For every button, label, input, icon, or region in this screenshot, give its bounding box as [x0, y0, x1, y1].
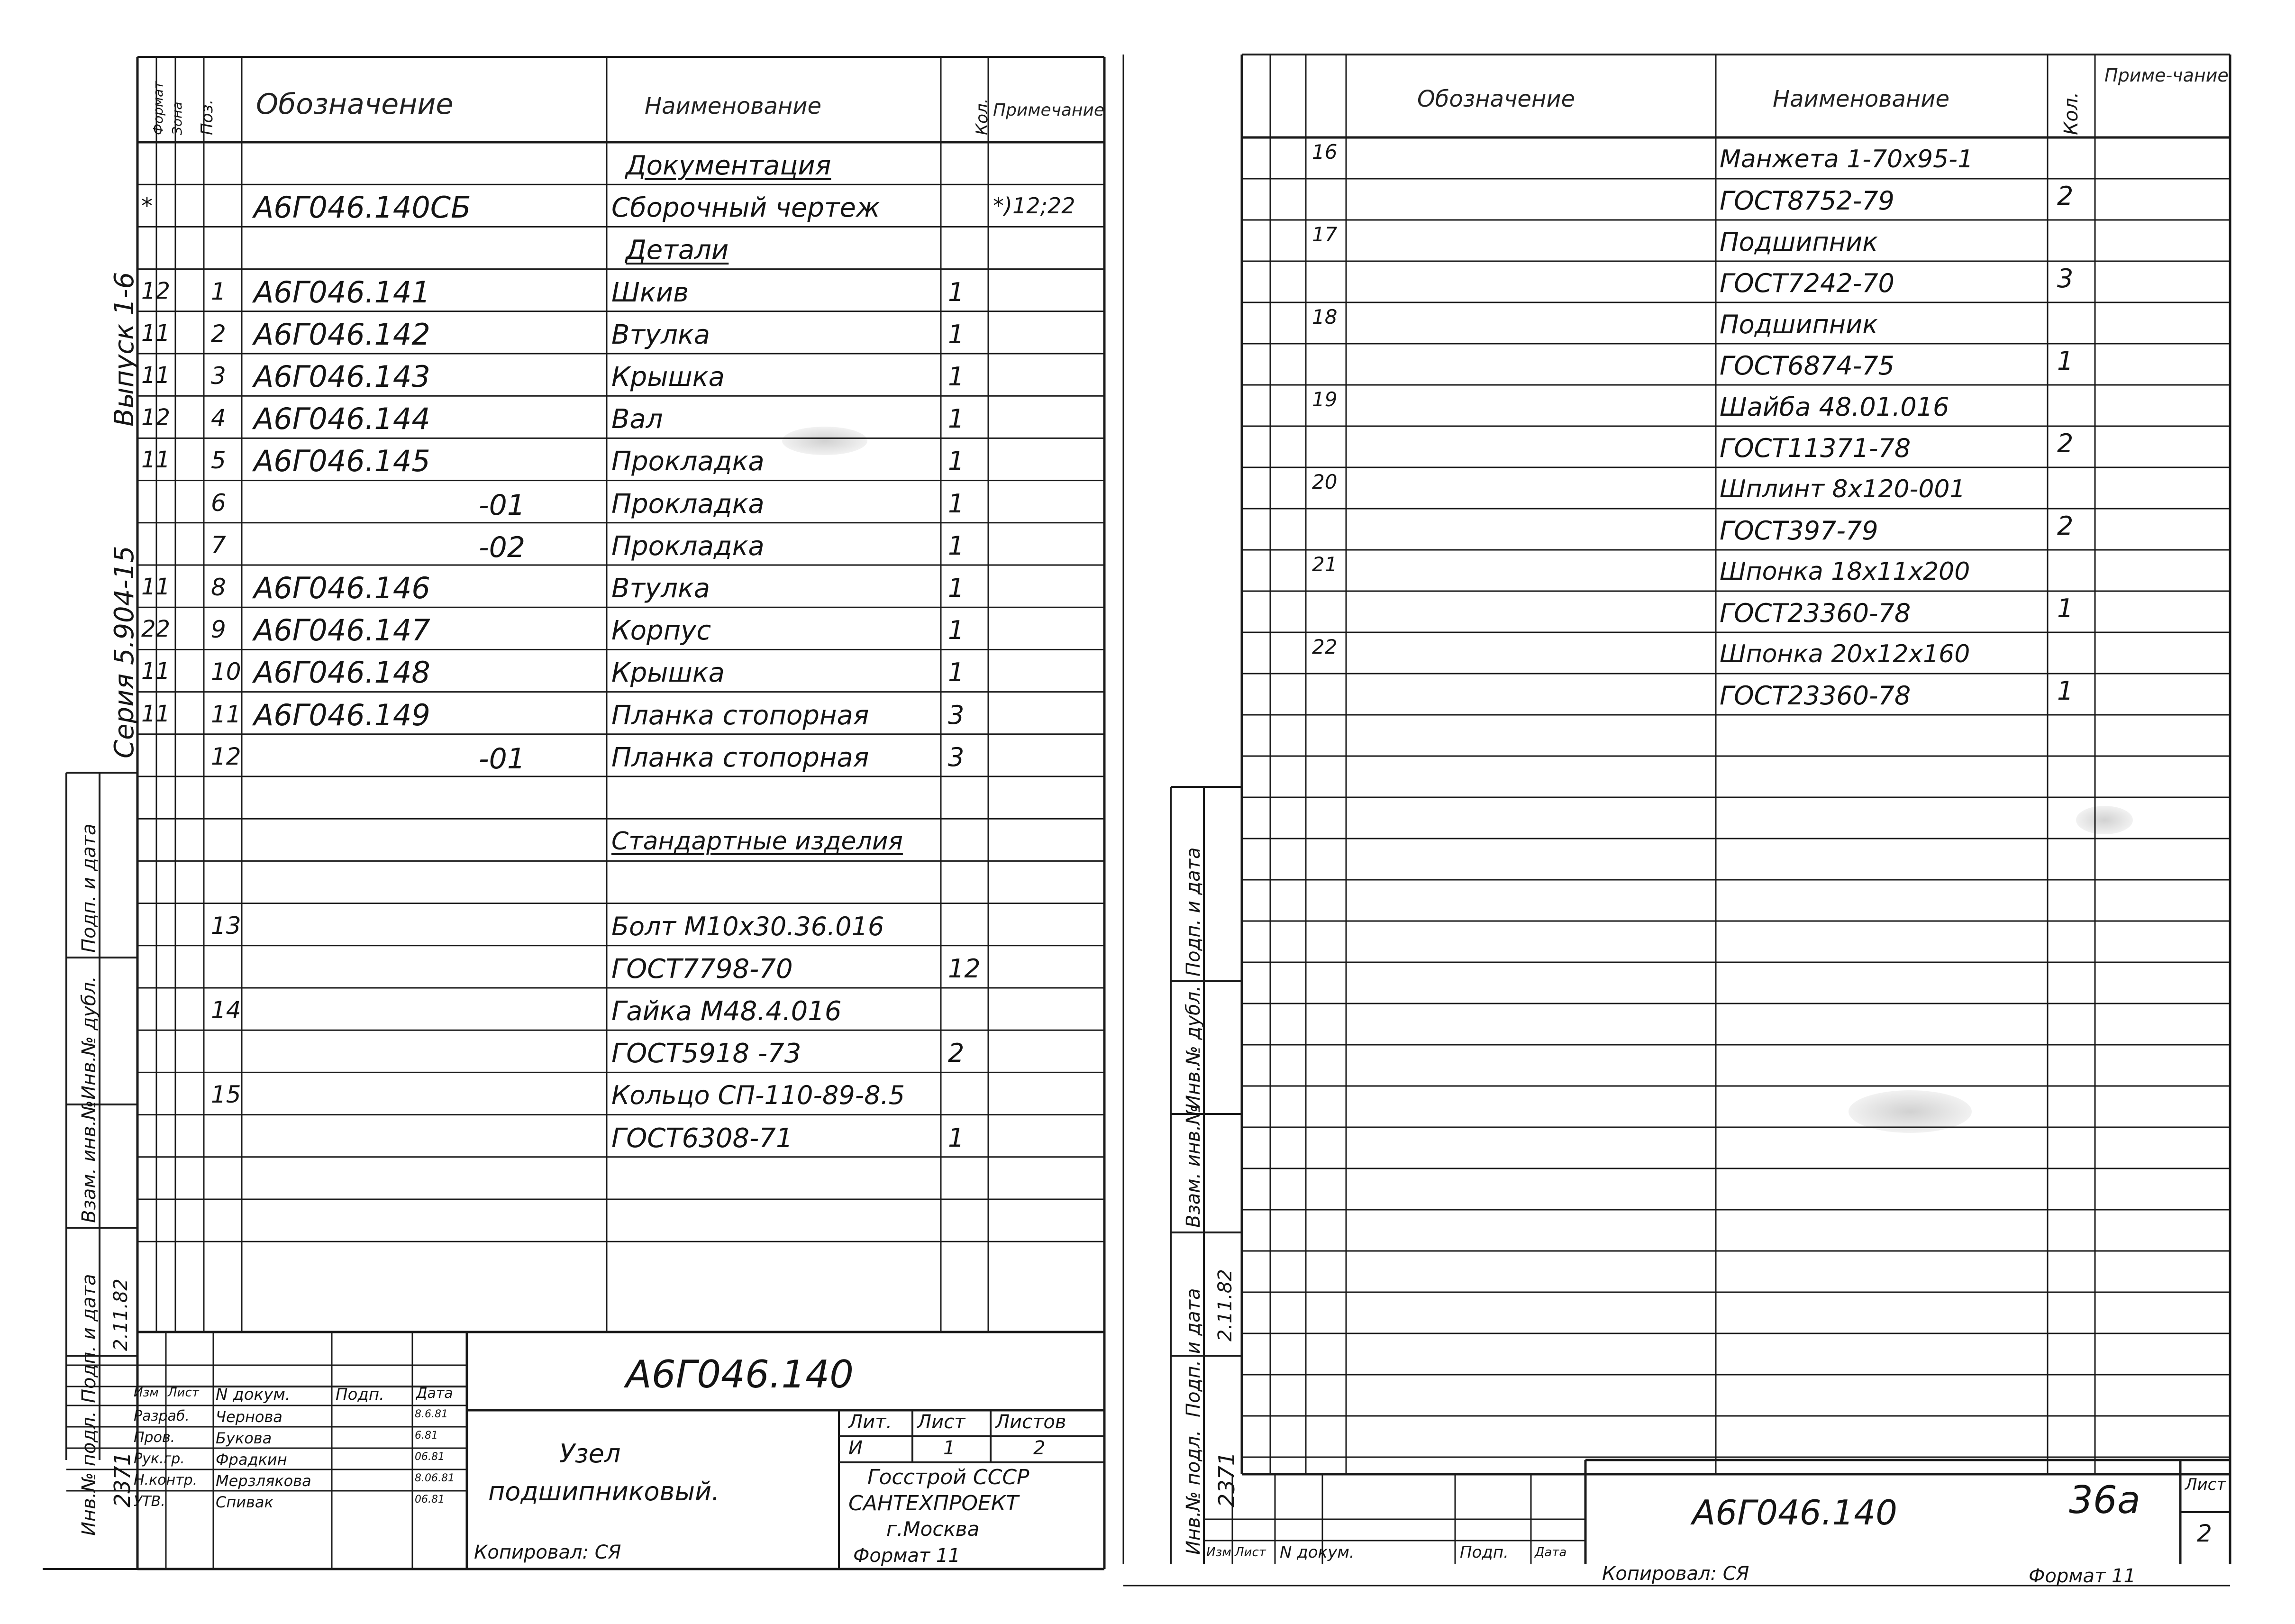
left-row-format: 11 [141, 658, 171, 685]
left-row-name: Вал [611, 404, 663, 435]
right-format: Формат 11 [2029, 1565, 2136, 1587]
right-row-name: ГОСТ6874-75 [1720, 351, 1894, 381]
right-row-name: ГОСТ397-79 [1720, 516, 1878, 546]
left-row-designation: А6Г046.143 [254, 359, 430, 394]
left-row-designation: А6Г046.145 [254, 444, 430, 479]
left-margin-podp-i-data: Подп. и дата [78, 823, 100, 953]
left-tb-date: 6.81 [415, 1430, 438, 1442]
left-row-position: 8 [211, 574, 226, 601]
left-row-name: Планка стопорная [611, 742, 869, 773]
right-row-name: Подшипник [1720, 227, 1878, 257]
left-tb-col-ndokum: N докум. [216, 1385, 291, 1404]
left-copied: Копировал: СЯ [474, 1542, 621, 1563]
left-tb-col-data: Дата [416, 1385, 453, 1402]
left-header-format: Формат [150, 81, 166, 135]
scan-smudge [2076, 806, 2133, 834]
left-row-position: 1 [211, 277, 226, 305]
left-margin-podp-i-data-2: Подп. и дата [78, 1274, 100, 1403]
left-row-name: Прокладка [611, 488, 765, 520]
left-row-position: 15 [211, 1081, 241, 1109]
right-row-position: 20 [1312, 470, 1338, 493]
left-row-format: * [141, 193, 153, 220]
right-tb-col-izm: Изм [1206, 1545, 1231, 1560]
left-header-qty: Кол. [973, 98, 992, 135]
right-row-qty: 1 [2057, 346, 2074, 376]
right-copied: Копировал: СЯ [1602, 1563, 1749, 1585]
right-margin-date-2: 2.11.82 [1214, 1269, 1236, 1341]
left-tb-sheet-label: Лист [917, 1411, 965, 1433]
left-row-position: 12 [211, 742, 241, 770]
left-row-position: 3 [211, 362, 226, 390]
left-tb-role: Рук.гр. [134, 1451, 185, 1467]
left-row-qty: 1 [948, 1122, 965, 1153]
left-row-name: Планка стопорная [611, 700, 869, 731]
left-row-designation-variant: -01 [479, 488, 525, 522]
left-margin-issue: Выпуск 1-6 [109, 272, 140, 427]
left-row-name: ГОСТ5918 -73 [611, 1038, 801, 1069]
left-row-qty: 3 [948, 700, 965, 730]
right-row-position: 18 [1312, 305, 1338, 328]
right-margin-vzam-inv: Взам. инв.№ [1183, 1105, 1204, 1228]
right-row-name: Манжета 1-70х95-1 [1720, 145, 1974, 173]
right-row-position: 16 [1312, 140, 1338, 164]
right-header-qty: Кол. [2060, 91, 2082, 135]
left-row-format: 11 [141, 574, 171, 600]
left-row-qty: 1 [948, 530, 965, 561]
left-tb-col-izm: Изм [134, 1386, 159, 1400]
right-row-name: Шпонка 20х12х160 [1720, 640, 1970, 668]
left-row-qty: 12 [948, 953, 981, 984]
left-tb-org1: Госстрой СССР [867, 1465, 1029, 1489]
right-row-name: ГОСТ7242-70 [1720, 268, 1894, 298]
left-row-name: Втулка [611, 573, 710, 604]
left-format: Формат 11 [853, 1545, 960, 1567]
left-row-designation: А6Г046.146 [254, 571, 430, 605]
right-doc-number: А6Г046.140 [1692, 1493, 1897, 1533]
right-tb-list-value: 2 [2197, 1520, 2212, 1547]
left-row-position: 6 [211, 489, 226, 517]
left-header-name: Наименование [645, 93, 822, 119]
left-row-qty: 3 [948, 742, 965, 772]
left-tb-org3: г.Москва [886, 1517, 980, 1541]
right-margin-inv-no: 2371 [1214, 1451, 1239, 1507]
left-row-name: ГОСТ6308-71 [611, 1122, 793, 1154]
right-row-name: Шплинт 8х120-001 [1720, 475, 1966, 503]
left-row-position: 2 [211, 319, 226, 347]
left-row-name: Гайка М48.4.016 [611, 996, 842, 1027]
left-row-section-title: Детали [626, 235, 729, 266]
left-margin-date-2: 2.11.82 [110, 1278, 132, 1351]
left-tb-lit-value: И [848, 1437, 863, 1459]
right-margin-podp-i-data-2: Подп. и дата [1183, 1288, 1204, 1417]
right-row-name: ГОСТ11371-78 [1720, 433, 1911, 463]
left-tb-title-line2: подшипниковый. [488, 1477, 720, 1506]
left-row-format: 11 [141, 700, 171, 727]
left-tb-name: Фрадкин [216, 1451, 287, 1469]
left-row-designation: А6Г046.142 [254, 317, 430, 352]
left-row-position: 5 [211, 447, 226, 474]
left-row-qty: 1 [948, 488, 965, 519]
left-margin-inv-dubl: Инв.№ дубл. [78, 976, 100, 1100]
left-row-qty: 1 [948, 657, 965, 688]
right-row-qty: 3 [2057, 264, 2074, 293]
left-row-format: 12 [141, 277, 171, 304]
left-tb-role: УТВ. [134, 1493, 165, 1510]
right-row-qty: 2 [2057, 511, 2074, 541]
right-row-position: 21 [1312, 553, 1338, 576]
left-row-designation-variant: -01 [479, 742, 525, 776]
left-row-qty: 1 [948, 404, 965, 434]
left-row-designation: А6Г046.141 [254, 274, 430, 310]
left-tb-date: 8.6.81 [415, 1408, 448, 1420]
left-row-name: Шкив [611, 277, 689, 308]
left-row-designation: А6Г046.140СБ [254, 190, 471, 225]
right-tb-col-ndokum: N докум. [1280, 1543, 1355, 1562]
left-row-position: 10 [211, 658, 241, 686]
right-tb-col-podp: Подп. [1460, 1543, 1509, 1562]
left-tb-role: Разраб. [134, 1408, 190, 1424]
left-row-position: 11 [211, 700, 241, 728]
left-row-qty: 1 [948, 446, 965, 476]
right-row-qty: 2 [2057, 429, 2074, 458]
right-margin-inv-dubl: Инв.№ дубл. [1183, 985, 1204, 1109]
left-row-name: Крышка [611, 657, 725, 689]
left-tb-col-list: Лист [168, 1386, 199, 1400]
left-tb-lit-label: Лит. [848, 1411, 892, 1433]
right-header-note: Приме-чание [2104, 65, 2229, 86]
left-row-qty: 1 [948, 319, 965, 349]
left-tb-sheets-label: Листов [995, 1411, 1066, 1433]
left-row-note: *)12;22 [993, 193, 1075, 219]
left-tb-sheets-value: 2 [1033, 1437, 1046, 1459]
left-row-name: Втулка [611, 319, 710, 350]
right-page-mark: 36а [2069, 1478, 2140, 1522]
left-row-name: ГОСТ7798-70 [611, 953, 793, 985]
left-row-format: 11 [141, 447, 171, 474]
right-row-name: ГОСТ23360-78 [1720, 598, 1911, 628]
left-tb-name: Чернова [216, 1408, 282, 1426]
right-row-position: 22 [1312, 635, 1338, 658]
left-row-qty: 1 [948, 277, 965, 307]
right-tb-col-data: Дата [1535, 1545, 1567, 1560]
left-row-qty: 2 [948, 1038, 965, 1068]
right-margin-podp-i-data: Подп. и дата [1183, 847, 1204, 976]
left-row-position: 14 [211, 996, 241, 1024]
left-row-designation-variant: -02 [479, 530, 525, 564]
right-row-name: Шайба 48.01.016 [1720, 392, 1949, 422]
left-doc-number: А6Г046.140 [626, 1352, 854, 1396]
left-tb-role: Н.контр. [134, 1472, 198, 1488]
left-row-qty: 1 [948, 573, 965, 603]
right-header-designation: Обозначение [1417, 86, 1576, 112]
left-tb-date: 06.81 [415, 1451, 445, 1463]
left-tb-col-podp: Подп. [336, 1385, 384, 1404]
left-row-section-title: Документация [626, 150, 831, 181]
left-row-position: 7 [211, 531, 226, 559]
right-row-qty: 1 [2057, 676, 2074, 706]
left-tb-role: Пров. [134, 1429, 175, 1446]
left-row-format: 22 [141, 616, 171, 643]
left-tb-date: 06.81 [415, 1494, 445, 1505]
right-header-name: Наименование [1773, 86, 1950, 112]
right-tb-col-list: Лист [1235, 1545, 1266, 1560]
left-row-format: 11 [141, 319, 171, 347]
left-margin-inv-no: 2371 [109, 1451, 135, 1507]
left-header-zone: Зона [169, 101, 185, 135]
left-tb-name: Букова [216, 1429, 272, 1447]
left-tb-date: 8.06.81 [415, 1472, 455, 1484]
left-row-name: Кольцо СП-110-89-8.5 [611, 1080, 905, 1111]
left-row-name: Прокладка [611, 530, 765, 562]
right-row-qty: 1 [2057, 593, 2074, 623]
left-row-name: Сборочный чертеж [611, 192, 880, 224]
left-margin-series: Серия 5.904-15 [109, 546, 140, 758]
left-header-pos: Поз. [198, 99, 217, 135]
left-tb-org2: САНТЕХПРОЕКТ [848, 1491, 1019, 1515]
left-row-designation: А6Г046.144 [254, 401, 430, 437]
left-row-designation: А6Г046.147 [254, 613, 430, 648]
left-row-designation: А6Г046.148 [254, 655, 430, 690]
left-header-designation: Обозначение [256, 88, 454, 121]
left-row-position: 4 [211, 404, 226, 432]
left-tb-title-line1: Узел [559, 1439, 621, 1469]
right-row-name: ГОСТ8752-79 [1720, 186, 1894, 216]
left-row-name: Болт М10х30.36.016 [611, 911, 884, 941]
left-row-designation: А6Г046.149 [254, 697, 430, 732]
left-row-position: 13 [211, 912, 241, 940]
left-row-qty: 1 [948, 615, 965, 646]
left-row-format: 11 [141, 362, 171, 389]
left-tb-sheet-value: 1 [943, 1437, 956, 1459]
left-margin-inv-podl: Инв.№ подл. [78, 1411, 100, 1536]
left-header-note: Примечание [993, 100, 1105, 120]
left-row-format: 12 [141, 404, 171, 431]
left-margin-vzam-inv: Взам. инв.№ [78, 1100, 100, 1223]
left-row-section-title: Стандартные изделия [611, 827, 903, 856]
right-row-name: ГОСТ23360-78 [1720, 681, 1911, 711]
right-row-qty: 2 [2057, 181, 2074, 211]
left-row-qty: 1 [948, 362, 965, 392]
right-margin-inv-podl: Инв.№ подл. [1183, 1430, 1204, 1555]
right-row-position: 19 [1312, 388, 1338, 411]
left-row-name: Корпус [611, 615, 711, 647]
right-row-name: Подшипник [1720, 310, 1878, 339]
right-tb-list-label: Лист [2185, 1475, 2226, 1494]
left-row-name: Крышка [611, 362, 725, 392]
left-row-name: Прокладка [611, 446, 765, 477]
right-row-name: Шпонка 18х11х200 [1720, 557, 1970, 586]
scan-smudge [782, 427, 867, 455]
left-tb-name: Мерзлякова [216, 1472, 311, 1490]
left-tb-name: Спивак [216, 1493, 273, 1511]
left-row-position: 9 [211, 616, 226, 644]
scan-smudge [1849, 1090, 1972, 1133]
right-row-position: 17 [1312, 223, 1338, 246]
